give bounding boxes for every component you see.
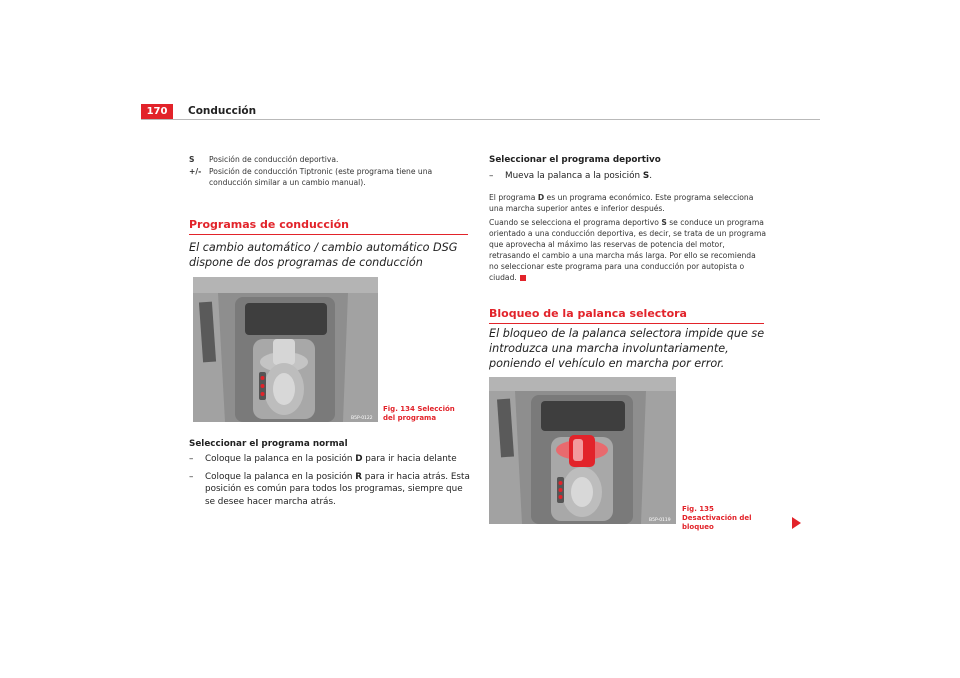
- definition-item: [189, 154, 469, 165]
- paragraph: Cuando se selecciona el programa deportivo S se conduce un programa orientado a una conducción deportiva, es decir, se trata de un programa que aprovecha al máximo las reservas de potencia del motor, retrasando el cambio a una marcha más larga. Por ello se recomienda no seleccionar este programa para una conducción por autopista o ciudad.: [489, 217, 766, 282]
- figure-135-caption: Fig. 135 Desactivación del bloqueo: [682, 505, 752, 531]
- definition-text: Posición de conducción deportiva.: [209, 155, 339, 164]
- figure-code: B5P-0119: [649, 518, 671, 523]
- section-title-selector-lock: Bloqueo de la palanca selectora: [489, 307, 764, 324]
- gear-selector-illustration: [193, 277, 378, 422]
- step-item: – Coloque la palanca en la posición R para ir hacia atrás. Esta posición es común para todos los programas, siempre que se desee hacer marcha atrás.: [189, 471, 470, 507]
- selector-lock-illustration: [489, 377, 676, 524]
- step-item: – Mueva la palanca a la posición S.: [489, 171, 652, 181]
- paragraph: El programa D es un programa económico. Este programa selecciona una marcha superior antes e inferior después.: [489, 192, 754, 213]
- page-number: 170: [141, 104, 173, 120]
- normal-program-block: [189, 439, 474, 513]
- figure-134-gear-selector: [193, 277, 378, 422]
- definition-text: Posición de conducción Tiptronic (este programa tiene una conducción similar a un cambio manual).: [209, 167, 433, 187]
- section-end-marker: [520, 275, 526, 281]
- page-title: Conducción: [188, 105, 257, 117]
- section-subtitle-driving-programs: El cambio automático / cambio automático DSG dispone de dos programas de conducción: [189, 241, 458, 269]
- position-definitions: [189, 154, 469, 189]
- continue-arrow-icon: [792, 517, 801, 529]
- definition-key: +/-: [189, 167, 202, 176]
- definition-item: [189, 166, 469, 188]
- sport-program-heading: Seleccionar el programa deportivo: [489, 155, 661, 165]
- section-title-driving-programs: Programas de conducción: [189, 218, 468, 235]
- figure-134-caption: Fig. 134 Selección del programa: [383, 405, 455, 422]
- normal-program-heading: Seleccionar el programa normal: [189, 439, 348, 449]
- step-item: – Coloque la palanca en la posición D para ir hacia delante: [189, 454, 457, 464]
- figure-135-selector-lock: [489, 377, 676, 524]
- section-subtitle-selector-lock: El bloqueo de la palanca selectora impide que se introduzca una marcha involuntariamente, poniendo el vehículo en marcha por error.: [489, 327, 765, 370]
- definition-key: S: [189, 155, 195, 164]
- figure-code: B5P-0122: [351, 416, 373, 421]
- sport-program-block: [489, 155, 767, 286]
- header-divider: [141, 119, 820, 120]
